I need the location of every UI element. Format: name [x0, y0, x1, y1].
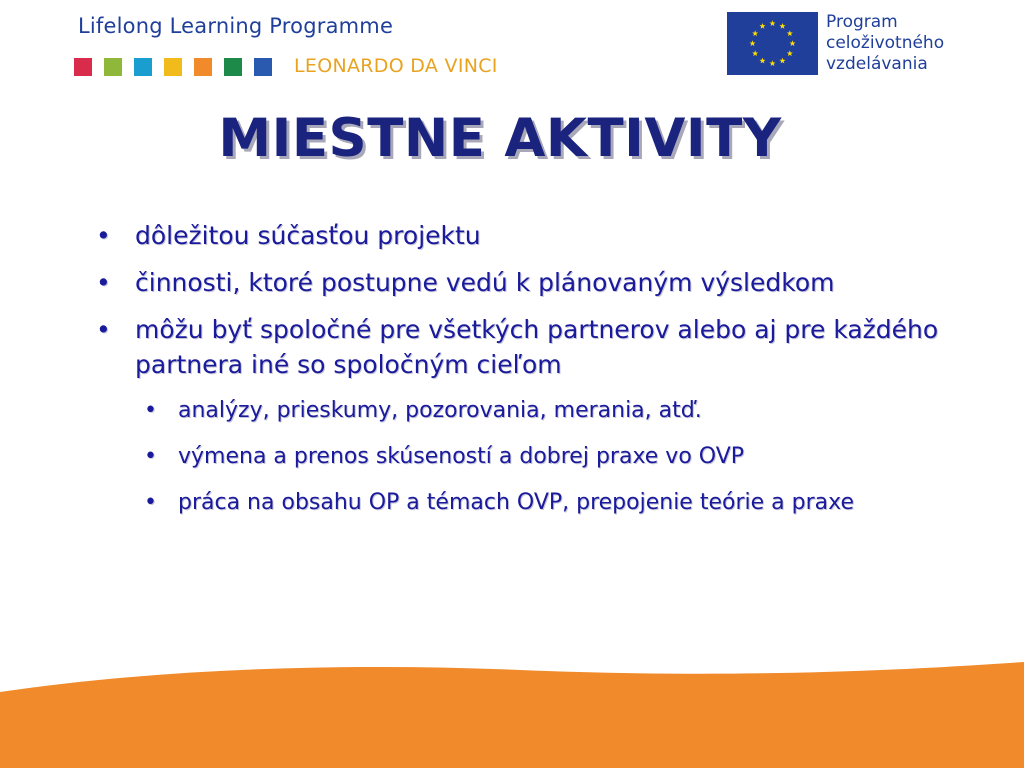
bullet-text: činnosti, ktoré postupne vedú k plánovaným výsledkom	[135, 268, 835, 297]
page-title: MIESTNE AKTIVITY	[218, 108, 782, 169]
orange-wave-decoration	[0, 640, 1024, 768]
bullet-item	[96, 265, 956, 300]
color-square	[194, 58, 212, 76]
color-square	[74, 58, 92, 76]
color-square	[164, 58, 182, 76]
bullet-item	[96, 218, 956, 253]
bullet-text: dôležitou súčasťou projektu	[135, 221, 481, 250]
sub-bullet-item	[96, 440, 956, 473]
program-line: Program	[826, 12, 898, 32]
sub-bullet-text: analýzy, prieskumy, pozorovania, merania, atď.	[178, 398, 702, 423]
bullet-dot: •	[144, 490, 157, 515]
bullet-list	[96, 218, 956, 532]
color-square	[254, 58, 272, 76]
bullet-dot: •	[96, 221, 111, 250]
sub-bullet-item	[96, 394, 956, 427]
bullet-item	[96, 312, 956, 382]
bullet-dot: •	[144, 444, 157, 469]
sub-bullet-text: práca na obsahu OP a témach OVP, prepojenie teórie a praxe	[178, 490, 854, 515]
color-square	[104, 58, 122, 76]
color-square	[134, 58, 152, 76]
bullet-dot: •	[96, 315, 111, 344]
program-line: vzdelávania	[826, 54, 928, 74]
leonardo-da-vinci-label: LEONARDO DA VINCI	[294, 55, 498, 77]
llp-title: Lifelong Learning Programme	[78, 14, 394, 38]
program-name	[826, 12, 944, 75]
sub-bullet-item	[96, 486, 956, 519]
bullet-dot: •	[144, 398, 157, 423]
eu-flag-logo	[727, 12, 818, 75]
color-square	[224, 58, 242, 76]
sub-bullet-text: výmena a prenos skúseností a dobrej praxe vo OVP	[178, 444, 745, 469]
bullet-dot: •	[96, 268, 111, 297]
bullet-text: môžu byť spoločné pre všetkých partnerov alebo aj pre každého partnera iné so spoločným cieľom	[135, 315, 939, 379]
program-line: celoživotného	[826, 33, 945, 53]
